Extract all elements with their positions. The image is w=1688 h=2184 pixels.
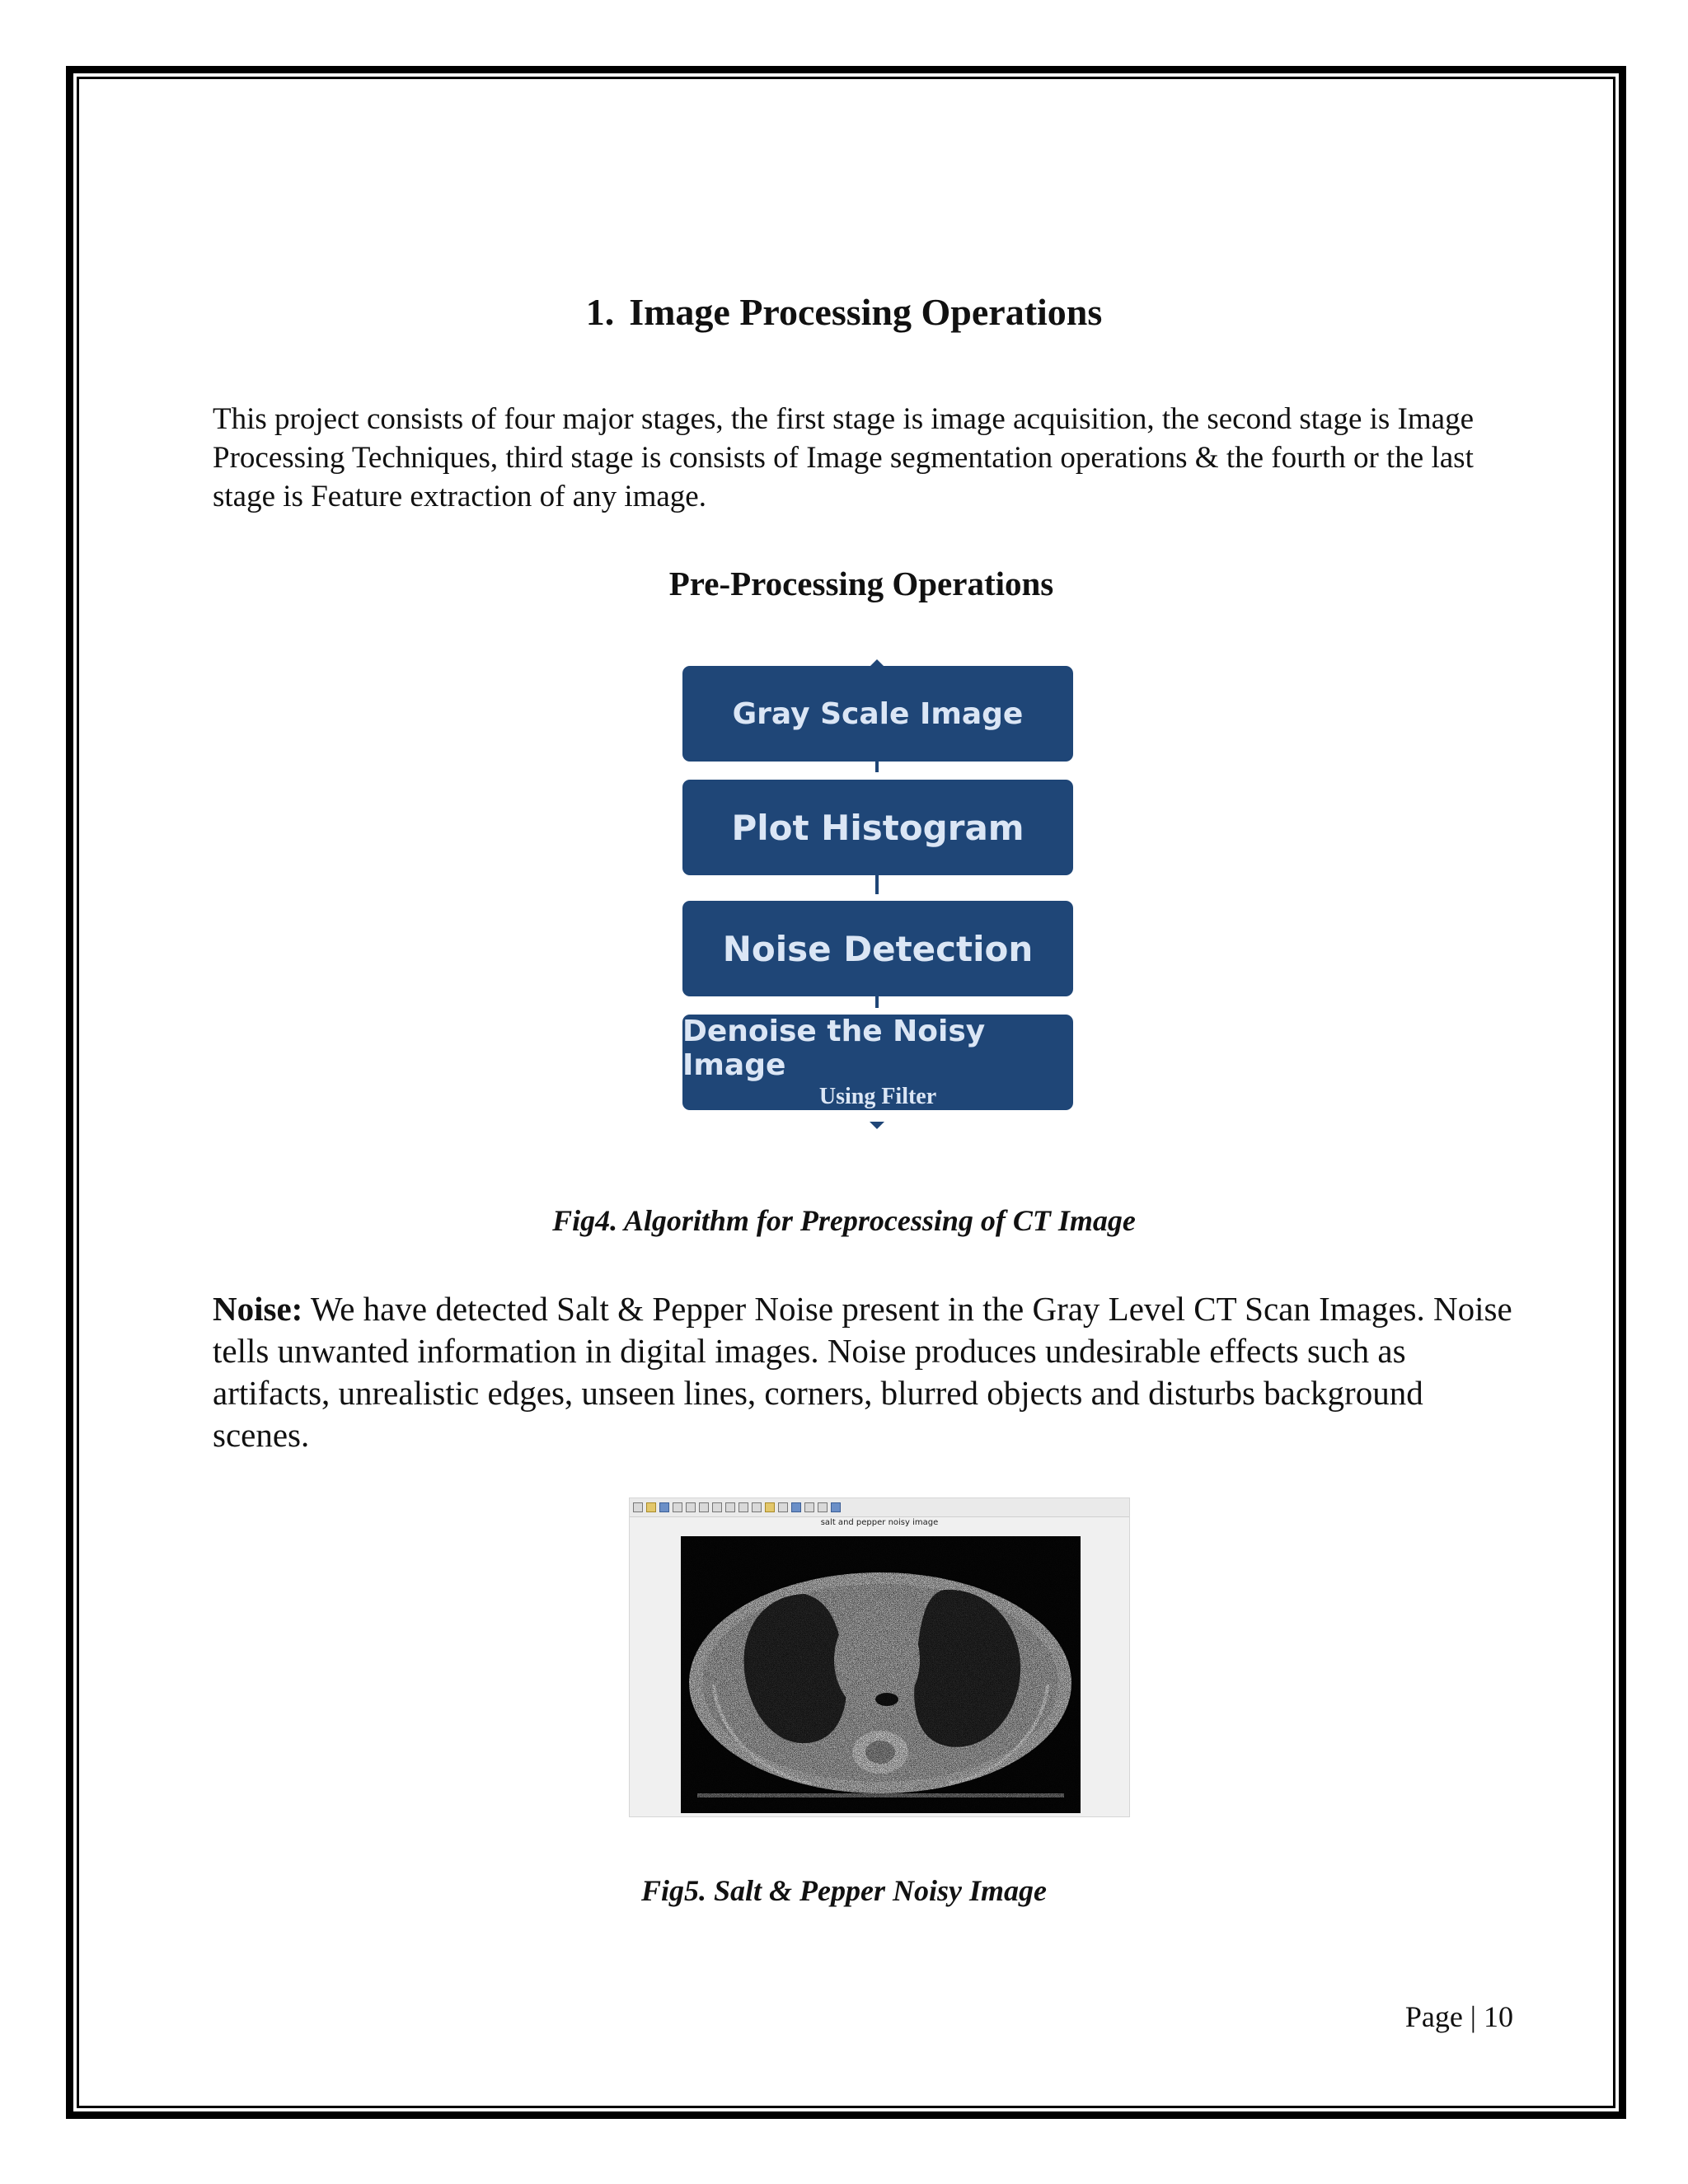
ct-scan-graphic [681, 1536, 1081, 1813]
link-icon [778, 1502, 788, 1512]
flow-step-gray-scale [682, 666, 1073, 762]
zoom-out-icon [712, 1502, 722, 1512]
flow-heading: Pre-Processing Operations [668, 565, 1054, 602]
brush-icon [765, 1502, 775, 1512]
flow-step-label: Plot Histogram [731, 807, 1025, 848]
section-number: 1. [585, 291, 615, 333]
page-number: Page | 10 [1404, 2000, 1513, 2033]
save-icon [659, 1502, 669, 1512]
print-icon [673, 1502, 682, 1512]
figure-title: salt and pepper noisy image [820, 1518, 939, 1527]
legend-icon [804, 1502, 814, 1512]
flow-step-label: Noise Detection [722, 928, 1034, 969]
noisy-ct-screenshot [629, 1497, 1130, 1817]
flow-step-plot-histogram [682, 780, 1073, 875]
flow-step-noise-detection [682, 901, 1073, 996]
flow-step-label: Denoise the Noisy Image [682, 1015, 986, 1082]
flow-step-denoise [682, 1015, 1073, 1110]
flow-step-label: Gray Scale Image [732, 696, 1024, 731]
fig5-caption: Fig5. Salt & Pepper Noisy Image [641, 1874, 1047, 1907]
noise-text: We have detected Salt & Pepper Noise present in the Gray Level CT Scan Images. Noise tells unwanted information in digital images. Noise produces undesirable effects such as artifacts, unrealistic edges, unseen lines, corners, blurred objects and disturbs background scenes. [213, 1290, 1512, 1454]
colorbar-icon [791, 1502, 801, 1512]
hide-plot-icon [818, 1502, 828, 1512]
noise-paragraph [213, 1288, 1515, 1456]
flow-step-sublabel: Using Filter [818, 1084, 937, 1109]
show-plot-icon [831, 1502, 841, 1512]
intro-paragraph: This project consists of four major stages, the first stage is image acquisition, the second stage is Image Processing Techniques, third stage is consists of Image segmentation operations & the fourth or the last stage is Feature extraction of any image. [213, 402, 1474, 513]
pan-icon [725, 1502, 735, 1512]
new-icon [633, 1502, 643, 1512]
section-title-text: Image Processing Operations [629, 291, 1103, 333]
preprocessing-flowchart [682, 659, 1073, 1137]
noise-label: Noise: [213, 1290, 303, 1328]
figure-toolbar [630, 1498, 1130, 1517]
fig4-caption: Fig4. Algorithm for Preprocessing of CT Image [552, 1204, 1136, 1237]
rotate-icon [738, 1502, 748, 1512]
flow-bottom-arrow [870, 1122, 884, 1129]
section-title [0, 290, 1688, 334]
open-icon [646, 1502, 656, 1512]
pointer-icon [686, 1502, 696, 1512]
ct-scan-image [681, 1536, 1081, 1813]
zoom-in-icon [699, 1502, 709, 1512]
datacursor-icon [752, 1502, 762, 1512]
